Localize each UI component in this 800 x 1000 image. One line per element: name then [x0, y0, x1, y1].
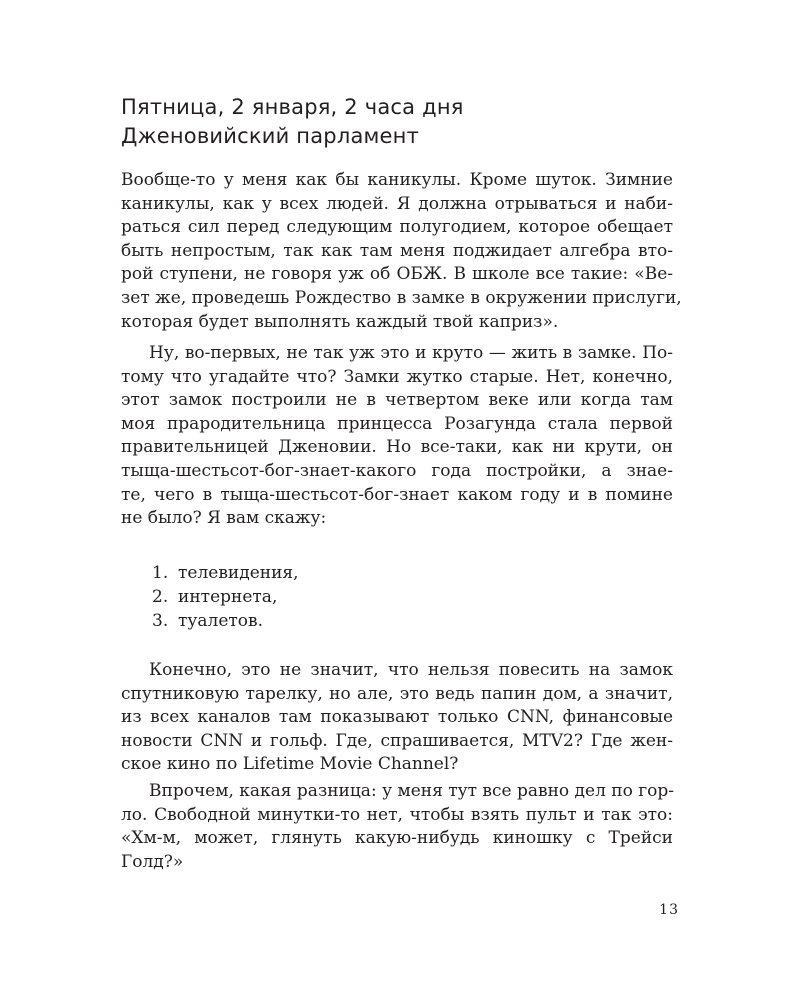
paragraph-4: [121, 780, 673, 874]
text-line: Ну, во-первых, не так уж это и круто — жить в замке. По-: [149, 343, 673, 363]
list-item: [152, 609, 299, 633]
chapter-heading: [121, 93, 681, 151]
text-line: «Хм-м, может, глянуть какую-нибудь киношку с Трейси: [121, 828, 673, 849]
text-line: Голд?»: [121, 851, 184, 872]
text-line: из всех каналов там показывают только CNN, финансовые: [121, 707, 673, 728]
list-item-number: 1.: [152, 563, 169, 583]
text-line: рой ступени, не говоря уж об ОБЖ. В школе все такие: «Ве-: [121, 264, 673, 285]
text-line: Конечно, это не значит, что нельзя повесить на замок: [149, 660, 673, 680]
text-line: ло. Свободной минутки-то нет, чтобы взять пульт и так это:: [121, 804, 673, 825]
heading-place-line: Дженовийский парламент: [121, 124, 420, 148]
list-item: [152, 585, 299, 609]
numbered-list: [152, 561, 299, 633]
paragraph-3: [121, 659, 673, 777]
list-item-text: телевидения,: [178, 563, 299, 583]
text-line: Вообще-то у меня как бы каникулы. Кроме шуток. Зимние: [121, 170, 673, 190]
text-line: которая будет выполнять каждый твой каприз».: [121, 311, 559, 332]
text-line: тыща-шестьсот-бог-знает-какого года постройки, а знае-: [121, 460, 673, 481]
text-line: моя прародительница принцесса Розагунда стала первой: [121, 413, 673, 434]
text-line: этот замок построили не в четвертом веке или когда там: [121, 390, 673, 411]
text-line: быть непростым, так как там меня поджидает алгебра вто-: [121, 240, 673, 261]
text-line: зет же, проведешь Рождество в замке в окружении прислуги,: [121, 287, 682, 308]
text-line: спутниковую тарелку, но але, это ведь папин дом, а значит,: [121, 683, 673, 704]
text-line: ское кино по Lifetime Movie Channel?: [121, 754, 459, 775]
heading-date-line: Пятница, 2 января, 2 часа дня: [121, 95, 464, 119]
text-line: каникулы, как у всех людей. Я должна отрываться и наби-: [121, 193, 673, 214]
text-line: те, чего в тыща-шестьсот-бог-знает каком году и в помине: [121, 484, 673, 505]
text-line: новости CNN и гольф. Где, спрашивается, MTV2? Где жен-: [121, 730, 673, 751]
text-line: правительницей Дженовии. Но все-таки, как ни крути, он: [121, 437, 673, 458]
text-line: тому что угадайте что? Замки жутко старые. Нет, конечно,: [121, 366, 673, 387]
list-item-text: туалетов.: [178, 611, 264, 631]
list-item-number: 3.: [152, 611, 169, 631]
paragraph-2: [121, 342, 673, 531]
page-number: 13: [659, 902, 679, 918]
text-line: раться сил перед следующим полугодием, которое обещает: [121, 217, 673, 238]
text-line: Впрочем, какая разница: у меня тут все равно дел по гор-: [149, 781, 675, 801]
list-item-number: 2.: [152, 587, 169, 607]
list-item-text: интернета,: [178, 587, 278, 607]
text-line: не было? Я вам скажу:: [121, 508, 327, 529]
paragraph-1: [121, 169, 682, 334]
list-item: [152, 561, 299, 585]
